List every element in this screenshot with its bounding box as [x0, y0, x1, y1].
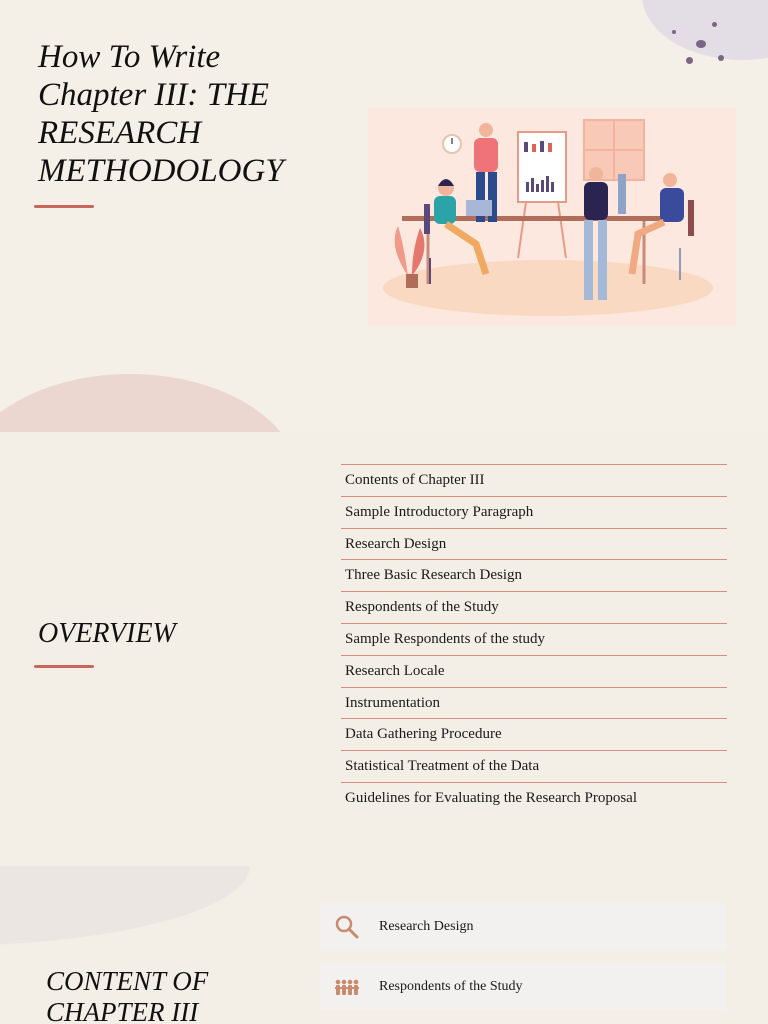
list-item: Statistical Treatment of the Data	[341, 751, 727, 783]
people-group-icon	[334, 974, 360, 1000]
decorative-wave	[0, 374, 300, 432]
list-item: Guidelines for Evaluating the Research Proposal	[345, 789, 638, 806]
decorative-dot	[672, 30, 676, 34]
magnifier-icon	[334, 914, 360, 940]
title-line: RESEARCH	[38, 115, 202, 151]
list-item: Sample Respondents of the study	[341, 624, 727, 656]
title-underline	[34, 205, 94, 208]
list-item: Contents of Chapter III	[341, 465, 727, 497]
title-line: How To Write	[38, 39, 221, 75]
decorative-dot	[686, 57, 693, 64]
content-slide	[0, 866, 768, 1024]
content-heading-line: CHAPTER III	[46, 997, 199, 1024]
content-heading	[46, 966, 286, 1024]
overview-list	[341, 464, 727, 815]
title-line: METHODOLOGY	[38, 153, 284, 189]
title-line: Chapter III: THE	[38, 77, 269, 113]
content-heading-line: CONTENT OF	[46, 966, 209, 996]
content-card-label: Respondents of the Study	[379, 978, 523, 994]
list-item: Sample Introductory Paragraph	[341, 497, 727, 529]
list-item: Three Basic Research Design	[341, 560, 727, 592]
decorative-dot	[718, 55, 724, 61]
decorative-wave	[0, 866, 250, 946]
overview-heading: OVERVIEW	[38, 618, 176, 649]
list-item: Research Locale	[341, 656, 727, 688]
overview-underline	[34, 665, 94, 668]
list-item: Instrumentation	[341, 688, 727, 720]
decorative-dot	[712, 22, 717, 27]
list-item: Respondents of the Study	[341, 592, 727, 624]
content-card-research-design	[320, 903, 726, 950]
list-item: Research Design	[341, 529, 727, 561]
team-meeting-illustration-svg	[368, 108, 736, 326]
decorative-dot	[696, 40, 706, 48]
list-item: Data Gathering Procedure	[341, 719, 727, 751]
team-meeting-illustration	[368, 108, 736, 326]
content-card-label: Research Design	[379, 918, 474, 934]
title-slide	[0, 0, 768, 432]
overview-slide	[0, 432, 768, 866]
slide-title	[38, 38, 338, 190]
decorative-blob	[642, 0, 768, 60]
content-card-respondents	[320, 963, 726, 1010]
